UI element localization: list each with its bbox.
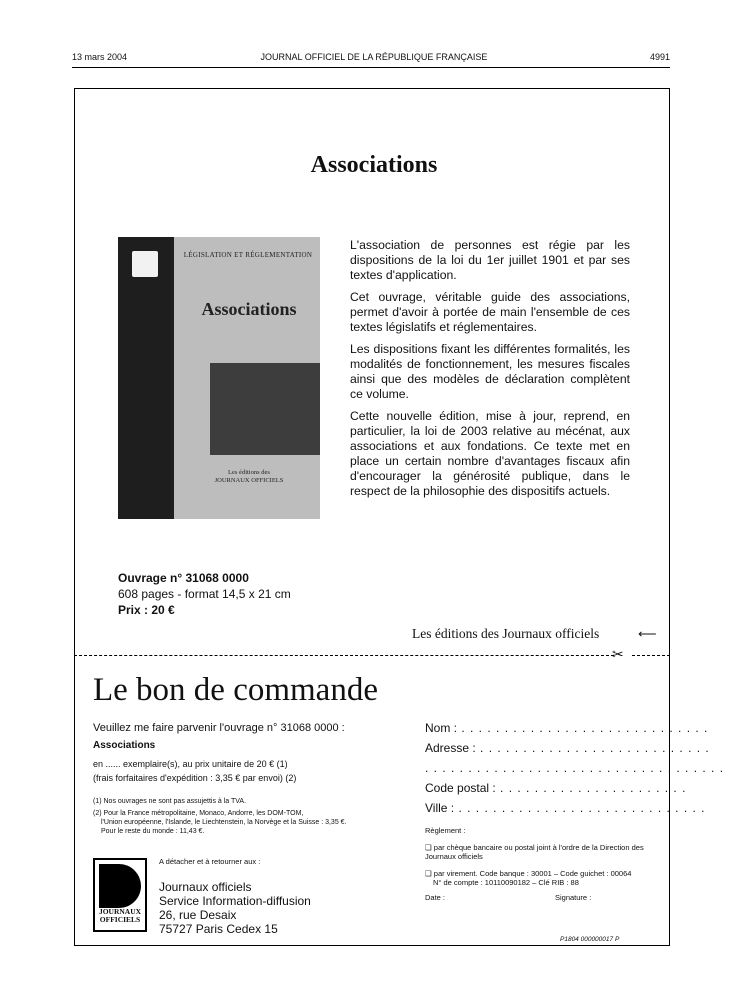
address-label: Adresse : bbox=[425, 741, 476, 755]
payment-virement-details: N° de compte : 10110090182 – Clé RIB : 88 bbox=[433, 878, 579, 887]
order-shipping: (frais forfaitaires d'expédition : 3,35 € par envoi) (2) bbox=[93, 773, 297, 783]
cover-spine bbox=[118, 237, 174, 519]
cover-publisher-line1: Les éditions des bbox=[228, 469, 270, 476]
cover-publisher bbox=[178, 469, 320, 485]
page-title: Associations bbox=[310, 152, 438, 178]
city-dots: . . . . . . . . . . . . . . . . . . . . . . . . . . . . . bbox=[454, 801, 706, 815]
logo-text-line1: JOURNAUX bbox=[98, 907, 142, 916]
journaux-officiels-logo bbox=[93, 858, 147, 932]
description-p1: L'association de personnes est régie par les dispositions de la loi du 1er juillet 1901 et par ses textes d'application. bbox=[350, 238, 630, 282]
cover-photo bbox=[210, 363, 320, 455]
address-line2-field[interactable]: . . . . . . . . . . . . . . . . . . . . . . . . . . . . . . . . . . . bbox=[425, 761, 725, 775]
return-address bbox=[159, 880, 311, 936]
logo-mark-icon bbox=[99, 864, 141, 908]
city-label: Ville : bbox=[425, 801, 455, 815]
address-line1: Journaux officiels bbox=[159, 880, 252, 894]
product-pages: 608 pages - format 14,5 x 21 cm bbox=[118, 587, 291, 601]
address-line2: Service Information-diffusion bbox=[159, 894, 311, 908]
date-signature-row bbox=[425, 893, 655, 903]
order-quantity[interactable]: en ...... exemplaire(s), au prix unitaire de 20 € (1) bbox=[93, 759, 288, 769]
logo-text bbox=[95, 908, 145, 924]
address-field[interactable] bbox=[425, 741, 710, 761]
postal-code-field[interactable] bbox=[425, 781, 687, 801]
description-p3: Les dispositions fixant les différentes formalités, les modalités de fonctionnement, les mesures fiscales ainsi que des modèles de déclaration complètent ce volume. bbox=[350, 342, 630, 401]
detach-note: A détacher et à retourner aux : bbox=[159, 857, 261, 866]
cut-line bbox=[74, 655, 614, 656]
reference-code: P1804 000000017 P bbox=[560, 936, 620, 943]
order-item: Associations bbox=[93, 740, 156, 751]
header-rule bbox=[72, 67, 670, 68]
product-price: Prix : 20 € bbox=[118, 603, 175, 617]
description-p2: Cet ouvrage, véritable guide des associations, permet d'avoir à portée de main l'ensemble de ces textes législatifs et réglementaires. bbox=[350, 290, 630, 334]
order-note2c: Pour le reste du monde : 11,43 €. bbox=[101, 828, 205, 835]
header-journal: JOURNAL OFFICIEL DE LA RÉPUBLIQUE FRANÇAISE bbox=[260, 52, 488, 62]
city-field[interactable] bbox=[425, 801, 706, 821]
description bbox=[350, 238, 630, 506]
publisher-line: Les éditions des Journaux officiels bbox=[412, 626, 600, 641]
scissors-icon: ✂ bbox=[612, 646, 624, 662]
logo-text-line2: OFFICIELS bbox=[99, 915, 141, 924]
payment-section bbox=[425, 826, 655, 903]
description-p4: Cette nouvelle édition, mise à jour, reprend, en particulier, la loi de 2003 relative au mécénat, aux associations et aux fondations. Ce texte met en place un certain nombre d'avantages fiscaux afin d'encourager la générosité publique, dans le respect de la philosophie des dispositifs actuels. bbox=[350, 409, 630, 498]
name-label: Nom : bbox=[425, 721, 458, 735]
cover-publisher-line2: JOURNAUX OFFICIELS bbox=[214, 477, 284, 484]
payment-cheque-option[interactable]: ❑ par chèque bancaire ou postal joint à l'ordre de la Direction des Journaux officiels bbox=[425, 843, 644, 861]
header-page: 4991 bbox=[650, 52, 671, 62]
order-title: Le bon de commande bbox=[93, 672, 378, 708]
date-field[interactable]: Date : bbox=[425, 893, 446, 902]
arrow-left-icon: ⟵ bbox=[638, 626, 657, 641]
order-intro: Veuillez me faire parvenir l'ouvrage n° 31068 0000 : bbox=[93, 722, 345, 734]
address-line3: 26, rue Desaix bbox=[159, 908, 237, 922]
address-line4: 75727 Paris Cedex 15 bbox=[159, 922, 278, 936]
cover-series: LÉGISLATION ET RÉGLEMENTATION bbox=[183, 251, 313, 259]
book-cover bbox=[118, 237, 320, 519]
order-note2a: (2) Pour la France métropolitaine, Monaco, Andorre, les DOM-TOM, bbox=[93, 810, 304, 817]
product-number: Ouvrage n° 31068 0000 bbox=[118, 571, 249, 585]
cover-logo-icon bbox=[132, 251, 158, 277]
cover-title: Associations bbox=[201, 299, 297, 319]
order-left-column bbox=[93, 721, 413, 836]
cut-line-end bbox=[632, 655, 670, 656]
address-dots: . . . . . . . . . . . . . . . . . . . . . . . . . . . bbox=[475, 741, 710, 755]
postal-code-label: Code postal : bbox=[425, 781, 496, 795]
name-dots: . . . . . . . . . . . . . . . . . . . . . . . . . . . . . bbox=[457, 721, 709, 735]
order-note2b: l'Union européenne, l'Islande, le Liechtenstein, la Norvège et la Suisse : 3,35 €. bbox=[101, 819, 347, 826]
order-note1: (1) Nos ouvrages ne sont pas assujettis à la TVA. bbox=[93, 798, 247, 805]
header-date: 13 mars 2004 bbox=[72, 52, 128, 62]
payment-label: Règlement : bbox=[425, 826, 466, 835]
payment-virement-option[interactable]: ❑ par virement. Code banque : 30001 – Code guichet : 00064 bbox=[425, 869, 632, 878]
postal-code-dots: . . . . . . . . . . . . . . . . . . . . . . bbox=[495, 781, 687, 795]
customer-form bbox=[425, 721, 725, 821]
signature-field[interactable]: Signature : bbox=[555, 893, 592, 902]
product-info bbox=[118, 570, 291, 618]
name-field[interactable] bbox=[425, 721, 709, 741]
